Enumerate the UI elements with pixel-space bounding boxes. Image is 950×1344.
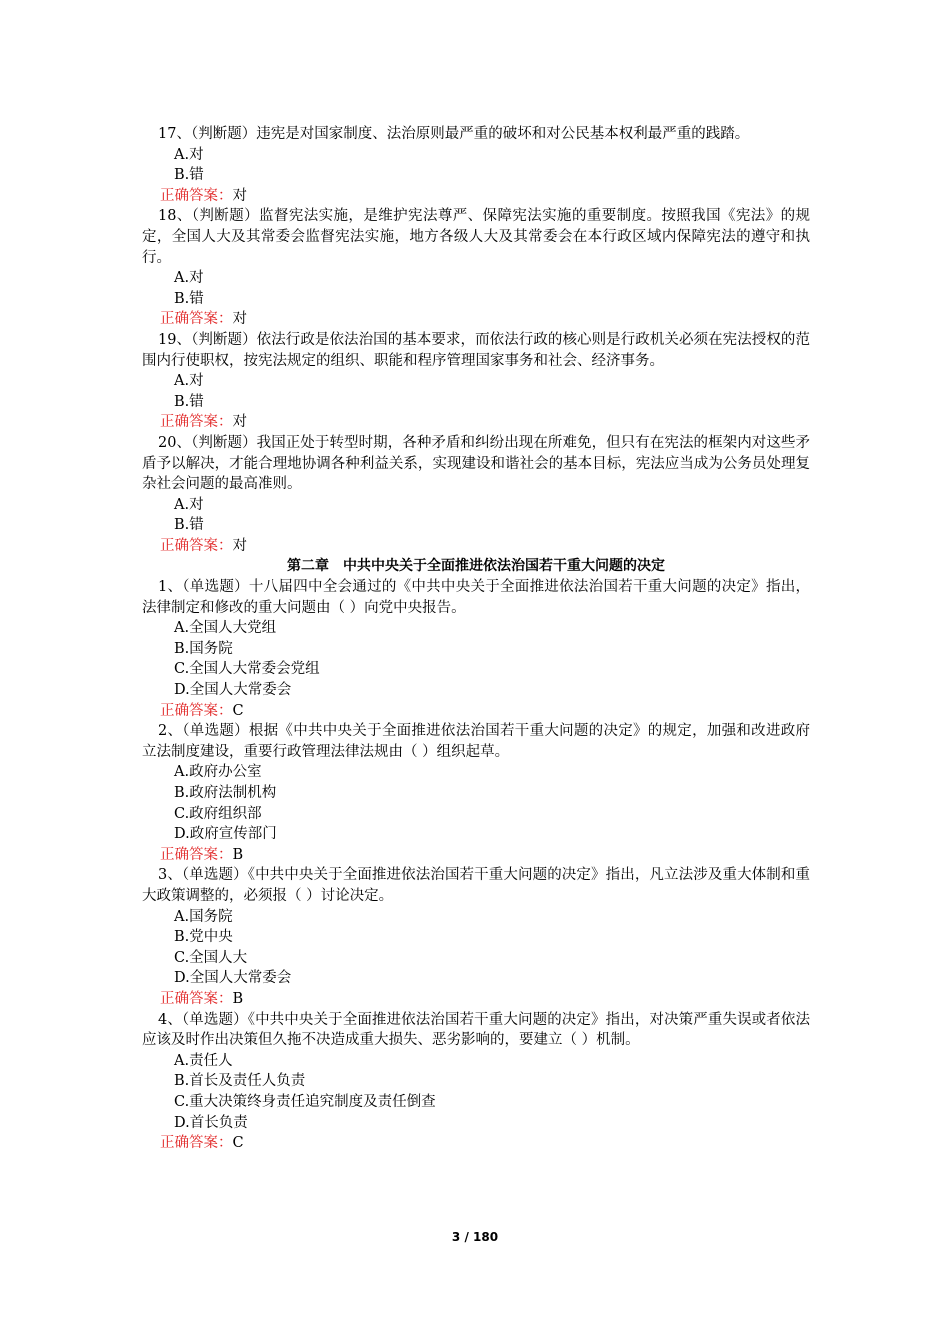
correct-answer: [142, 536, 810, 557]
answer-option: B.党中央: [174, 929, 233, 946]
question-block: [142, 721, 810, 865]
correct-answer-label: 正确答案：: [160, 846, 233, 863]
correct-answer-value: 对: [232, 311, 247, 328]
answer-option: A.对: [174, 373, 204, 390]
question-text: 4、（单选题）《中共中央关于全面推进依法治国若干重大问题的决定》指出，对决策严重失误或者依法应该及时作出决策但久拖不决造成重大损失、恶劣影响的，要建立（ ）机制。: [142, 1011, 810, 1049]
question-text: 2、（单选题）根据《中共中央关于全面推进依法治国若干重大问题的决定》的规定，加强和改进政府立法制度建设，重要行政管理法律法规由（ ）组织起草。: [142, 723, 810, 760]
correct-answer-label: 正确答案：: [160, 1135, 233, 1152]
answer-option: A.全国人大党组: [174, 620, 277, 637]
correct-answer: [142, 701, 810, 722]
answer-option: B.错: [174, 290, 204, 307]
correct-answer-value: 对: [232, 187, 247, 204]
answer-option: C.全国人大常委会党组: [174, 661, 320, 678]
page-number: 3 / 180: [451, 1230, 499, 1244]
question-block: [142, 865, 810, 1009]
answer-option: C.政府组织部: [174, 805, 262, 822]
correct-answer-label: 正确答案：: [160, 187, 233, 204]
correct-answer-label: 正确答案：: [160, 990, 233, 1007]
answer-option: D.全国人大常委会: [174, 970, 292, 987]
answer-option: A.政府办公室: [174, 764, 262, 781]
question-block: [142, 124, 810, 206]
answer-option: A.对: [174, 270, 204, 287]
correct-answer-value: B: [232, 846, 244, 863]
answer-option: B.政府法制机构: [174, 785, 277, 801]
answer-option: B.错: [174, 517, 204, 534]
question-text: 20、（判断题）我国正处于转型时期，各种矛盾和纠纷出现在所难免，但只有在宪法的框架内对这些矛盾予以解决，才能合理地协调各种利益关系，实现建设和谐社会的基本目标，宪法应当成为公务员处理复杂社会问题的最高准则。: [142, 434, 810, 493]
document-page: [142, 124, 810, 1154]
answer-option: B.错: [174, 167, 204, 184]
question-text: 18、（判断题）监督宪法实施，是维护宪法尊严、保障宪法实施的重要制度。按照我国《宪法》的规定，全国人大及其常委会监督宪法实施，地方各级人大及其常委会在本行政区域内保障宪法的遵守和执行。: [142, 208, 810, 266]
answer-option: D.政府宣传部门: [174, 826, 277, 843]
correct-answer-value: C: [232, 702, 244, 719]
question-block: [142, 330, 810, 433]
answer-option: B.首长及责任人负责: [174, 1073, 306, 1090]
correct-answer-value: B: [232, 990, 244, 1007]
answer-option: C.重大决策终身责任追究制度及责任倒查: [174, 1093, 436, 1110]
question-text: 17、（判断题）违宪是对国家制度、法治原则最严重的破坏和对公民基本权利最严重的践踏。: [158, 126, 750, 142]
chapter-heading: 第二章 中共中央关于全面推进依法治国若干重大问题的决定: [287, 558, 665, 575]
correct-answer-label: 正确答案：: [160, 311, 233, 328]
answer-option: A.对: [174, 146, 204, 163]
answer-option: C.全国人大: [174, 949, 248, 966]
question-text: 3、（单选题）《中共中央关于全面推进依法治国若干重大问题的决定》指出，凡立法涉及重大体制和重大政策调整的，必须报（ ）讨论决定。: [142, 867, 810, 904]
correct-answer-label: 正确答案：: [160, 414, 233, 431]
question-text: 19、（判断题）依法行政是依法治国的基本要求，而依法行政的核心则是行政机关必须在宪法授权的范围内行使职权，按宪法规定的组织、职能和程序管理国家事务和社会、经济事务。: [142, 331, 810, 369]
question-block: [142, 1010, 810, 1154]
correct-answer-value: 对: [232, 414, 247, 431]
correct-answer-value: C: [232, 1135, 244, 1152]
answer-option: A.国务院: [174, 908, 233, 925]
correct-answer-label: 正确答案：: [160, 702, 233, 719]
answer-option: B.国务院: [174, 640, 233, 657]
question-block: [142, 433, 810, 557]
correct-answer-value: 对: [232, 537, 247, 554]
correct-answer-label: 正确答案：: [160, 537, 233, 554]
correct-answer: [142, 845, 810, 866]
answer-option: D.首长负责: [174, 1114, 248, 1131]
question-block: [142, 577, 810, 721]
answer-option: A.责任人: [174, 1052, 233, 1069]
correct-answer: [142, 412, 810, 433]
answer-option: D.全国人大常委会: [174, 682, 292, 699]
correct-answer: [142, 1133, 810, 1154]
correct-answer: [142, 989, 810, 1010]
correct-answer: [142, 309, 810, 330]
correct-answer: [142, 186, 810, 207]
question-block: [142, 206, 810, 330]
question-text: 1、（单选题）十八届四中全会通过的《中共中央关于全面推进依法治国若干重大问题的决定》指出，法律制定和修改的重大问题由（ ）向党中央报告。: [142, 579, 810, 616]
answer-option: A.对: [174, 496, 204, 513]
answer-option: B.错: [174, 393, 204, 410]
